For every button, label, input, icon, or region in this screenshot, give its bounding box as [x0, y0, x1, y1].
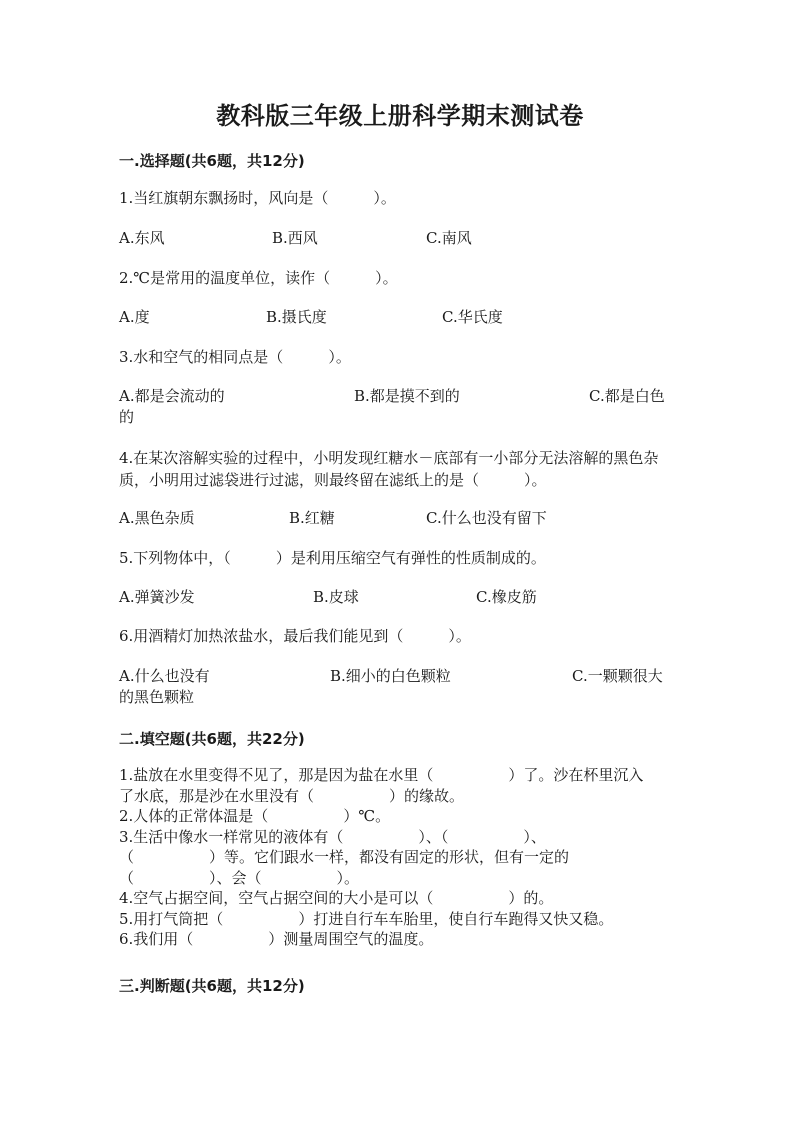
option-a: A.什么也没有 — [119, 667, 210, 685]
section-heading-fill: 二.填空题(共6题，共22分) — [119, 730, 305, 748]
option-b: B.西风 — [272, 229, 318, 247]
option-a: A.弹簧沙发 — [119, 588, 195, 606]
fill-line: 6.我们用（ ）测量周围空气的温度。 — [119, 930, 434, 948]
question-6-option-c-wrap: 的黑色颗粒 — [119, 688, 195, 706]
question-1-options — [119, 227, 679, 249]
fill-line: （ ）、会（ ）。 — [119, 868, 360, 887]
question-4: 4.在某次溶解实验的过程中，小明发现红糖水－底部有一小部分无法溶解的黑色杂质，小明用过滤袋进行过滤，则最终留在滤纸上的是（ ）。 — [119, 449, 659, 489]
option-b: B.细小的白色颗粒 — [330, 667, 451, 685]
fill-blank-questions — [119, 765, 689, 950]
page-title: 教科版三年级上册科学期末测试卷 — [216, 101, 584, 130]
option-a: A.东风 — [119, 229, 165, 247]
question-6-options — [119, 665, 679, 687]
option-c: C.华氏度 — [442, 308, 503, 326]
fill-line: （ ）等。它们跟水一样，都没有固定的形状，但有一定的 — [119, 848, 570, 866]
section-heading-choice: 一.选择题(共6题，共12分) — [119, 152, 305, 170]
question-6: 6.用酒精灯加热浓盐水，最后我们能见到（ ）。 — [119, 627, 471, 645]
option-c: C.什么也没有留下 — [426, 509, 547, 527]
option-c: C.都是白色 — [589, 387, 665, 405]
option-a: A.都是会流动的 — [119, 387, 225, 405]
option-b: B.摄氏度 — [266, 308, 327, 326]
option-c: C.橡皮筋 — [476, 588, 537, 606]
question-5-options — [119, 586, 679, 608]
question-3: 3.水和空气的相同点是（ ）。 — [119, 348, 351, 366]
question-2-options — [119, 306, 679, 328]
fill-line: 2.人体的正常体温是（ ）℃。 — [119, 807, 391, 825]
option-b: B.红糖 — [289, 509, 335, 527]
fill-line: 5.用打气筒把（ ）打进自行车车胎里，使自行车跑得又快又稳。 — [119, 909, 614, 928]
fill-line: 1.盐放在水里变得不见了，那是因为盐在水里（ ）了。沙在杯里沉入 — [119, 766, 644, 784]
option-b: B.皮球 — [313, 588, 359, 606]
question-1: 1.当红旗朝东飘扬时，风向是（ ）。 — [119, 189, 396, 207]
question-4-options — [119, 507, 679, 529]
section-heading-judge: 三.判断题(共6题，共12分) — [119, 977, 305, 995]
question-5: 5.下列物体中，（ ）是利用压缩空气有弹性的性质制成的。 — [119, 549, 546, 567]
option-b: B.都是摸不到的 — [354, 387, 460, 405]
option-a: A.度 — [119, 308, 150, 326]
option-a: A.黑色杂质 — [119, 509, 195, 527]
question-3-option-c-wrap: 的 — [119, 408, 135, 426]
fill-line: 4.空气占据空间，空气占据空间的大小是可以（ ）的。 — [119, 889, 554, 907]
option-c: C.一颗颗很大 — [572, 667, 663, 685]
question-2: 2.℃是常用的温度单位，读作（ ）。 — [119, 269, 398, 287]
option-c: C.南风 — [426, 229, 472, 247]
fill-line: 了水底，那是沙在水里没有（ ）的缘故。 — [119, 786, 465, 805]
fill-line: 3.生活中像水一样常见的液体有（ ）、（ ）、 — [119, 827, 546, 846]
question-3-options — [119, 385, 679, 407]
